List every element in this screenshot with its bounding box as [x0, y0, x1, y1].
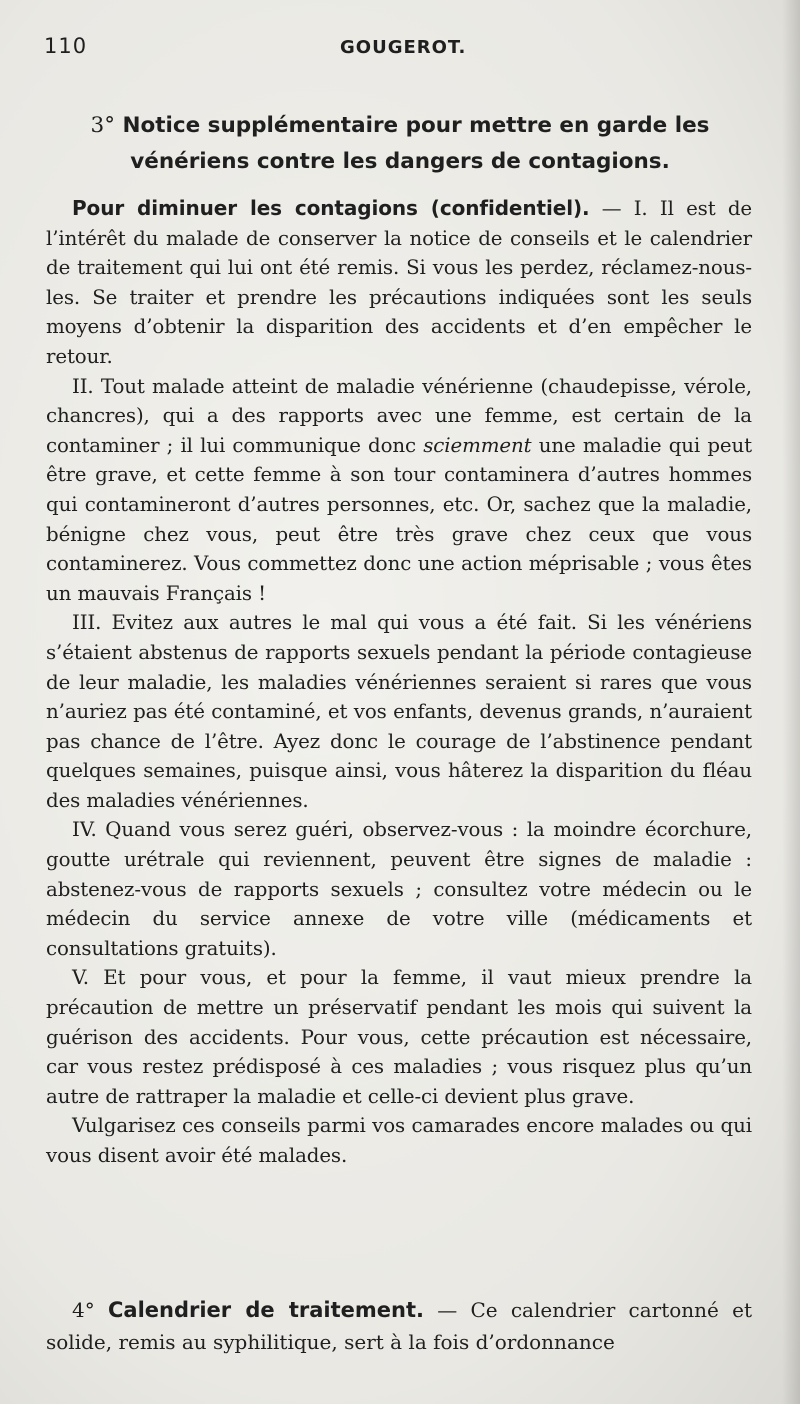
paragraph-ii-text-2: une maladie qui peut être grave, et cette femme à son tour contaminera d’autres hommes qui contamineront d’autres personnes, etc. Or, sachez que la maladie, bénigne chez vous, peut être très grave chez ceux que vous contaminerez. Vous commettez donc une action méprisable ; vous êtes un mauvais Français ! [46, 433, 752, 605]
paragraph-ii-text-1: II. Tout malade atteint de maladie vénérienne (chaudepisse, vérole, chancres), qui a des rapports avec une femme, est certain de la contaminer ; il lui communique donc [46, 374, 752, 457]
section-3-body [46, 194, 752, 1171]
section-4 [46, 1294, 752, 1358]
running-head: GOUGEROT. [340, 37, 467, 58]
paragraph-v: V. Et pour vous, et pour la femme, il vaut mieux prendre la précaution de mettre un préservatif pendant les mois qui suivent la guérison des accidents. Pour vous, cette précaution est nécessaire, car vous restez prédisposé à ces maladies ; vous risquez plus qu’un autre de rattraper la maladie et celle-ci devient plus grave. [46, 966, 752, 1108]
section-4-text: — Ce calendrier cartonné et solide, remis au syphilitique, sert à la fois d’ordonnance [46, 1298, 752, 1354]
section-4-heading: Calendrier de traitement. [107, 1298, 424, 1322]
paragraph-iv: IV. Quand vous serez guéri, observez-vous : la moindre écorchure, goutte urétrale qui reviennent, peuvent être signes de maladie : abstenez-vous de rapports sexuels ; consultez votre médecin ou le médecin du service annexe de votre ville (médicaments et consultations gratuits). [46, 818, 752, 960]
paragraph-iii: III. Evitez aux autres le mal qui vous a été fait. Si les vénériens s’étaient abstenus de rapports sexuels pendant la période contagieuse de leur maladie, les maladies vénériennes seraient si rares que vous n’auriez pas été contaminé, et vos enfants, devenus grands, n’auraient pas chance de l’être. Ayez donc le courage de l’abstinence pendant quelques semaines, puisque ainsi, vous hâterez la disparition du fléau des maladies vénériennes. [46, 611, 752, 812]
section-3-title [44, 108, 756, 180]
section-3-number: 3° [90, 113, 115, 138]
intro-text: — I. Il est de l’intérêt du malade de conserver la notice de conseils et le calendrier de traitement qui lui ont été remis. Si vous les perdez, réclamez-nous-les. Se traiter et prendre les précautions indiquées sont les seuls moyens d’obtenir la disparition des accidents et d’en empêcher le retour. [46, 197, 753, 368]
paragraph-closing: Vulgarisez ces conseils parmi vos camarades encore malades ou qui vous disent avoir été malades. [46, 1114, 752, 1167]
page-header [44, 34, 752, 64]
page-number: 110 [44, 34, 88, 58]
section-3-title-text: Notice supplémentaire pour mettre en garde les vénériens contre les dangers de contagions. [122, 113, 710, 174]
section-4-number: 4° [72, 1298, 95, 1322]
paragraph-ii [46, 372, 752, 609]
paragraph-ii-emphasis: sciemment [423, 433, 532, 457]
intro-heading: Pour diminuer les contagions (confidentiel). [72, 196, 590, 220]
paragraph-intro [46, 194, 752, 372]
page-edge-shadow [782, 0, 800, 1404]
